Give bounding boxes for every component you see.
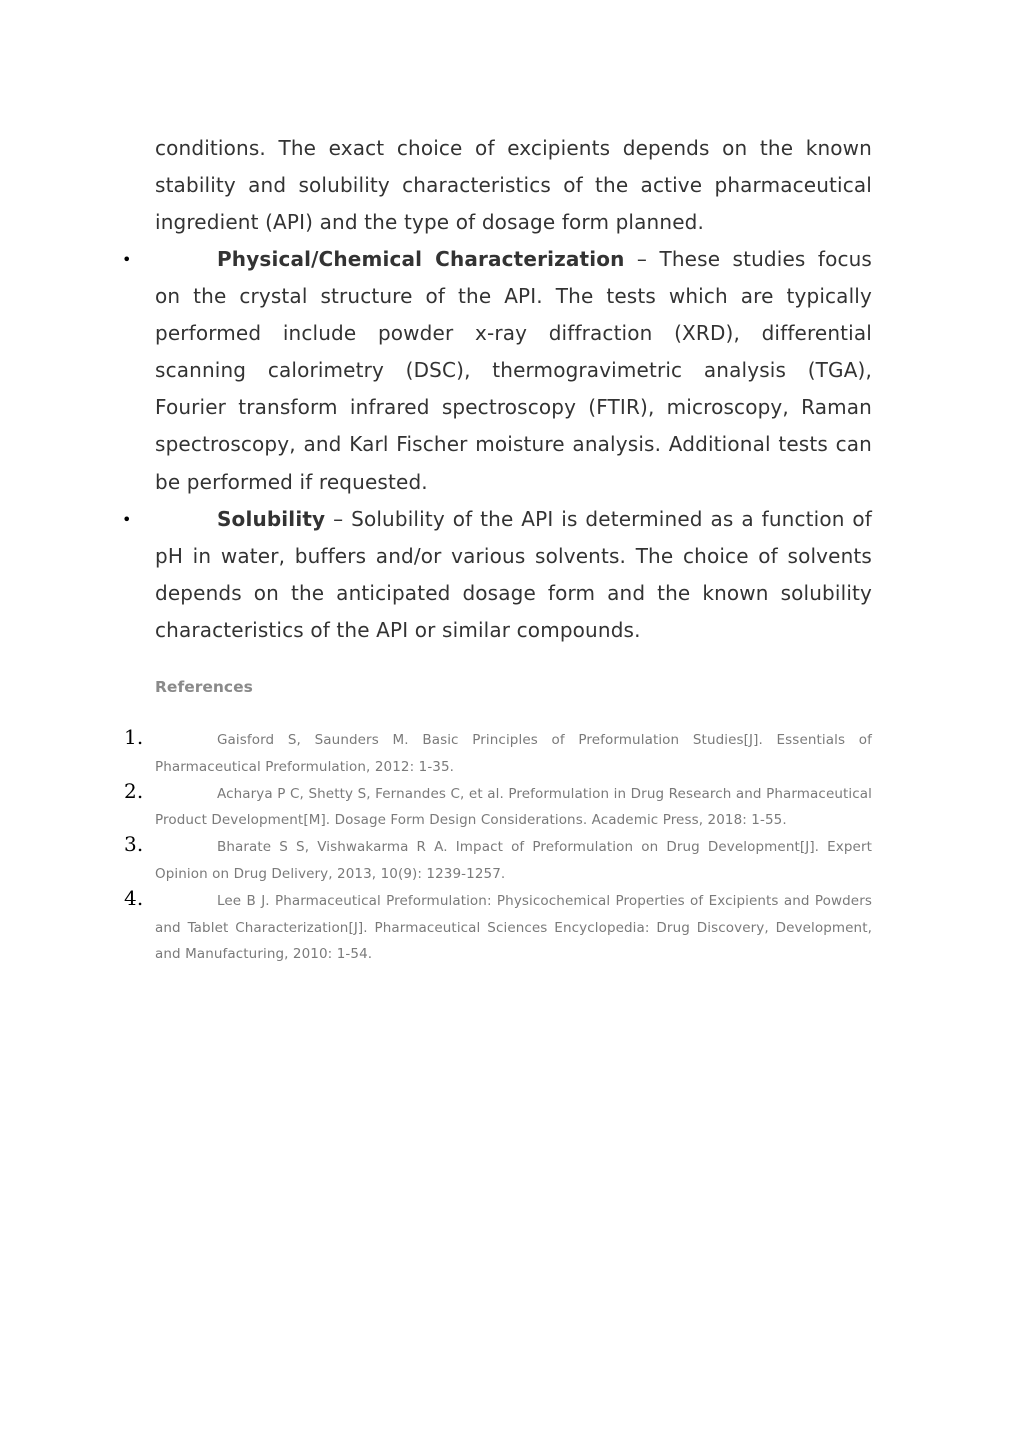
reference-item xyxy=(124,832,872,888)
references-heading: References xyxy=(155,678,253,696)
bullet-item-physical-chemical xyxy=(122,241,873,501)
reference-text: Gaisford S, Saunders M. Basic Principles of Preformulation Studies[J]. Essentials of Pharmaceutical Preformulation, 2012: 1-35. xyxy=(155,732,872,775)
bullet-marker: • xyxy=(122,250,132,269)
reference-number: 2. xyxy=(124,778,144,803)
reference-item xyxy=(124,778,872,835)
references-list xyxy=(0,727,1024,968)
reference-text: Bharate S S, Vishwakarma R A. Impact of Preformulation on Drug Development[J]. Expert Opinion on Drug Delivery, 2013, 10(9): 1239-1257. xyxy=(155,839,872,882)
bullet-term: Solubility xyxy=(217,507,326,531)
reference-number: 3. xyxy=(124,832,144,857)
reference-number: 4. xyxy=(124,885,144,910)
bullet-marker: • xyxy=(122,510,132,529)
bullet-term: Physical/Chemical Characterization xyxy=(217,247,625,271)
reference-number: 1. xyxy=(124,725,144,749)
reference-text: Lee B J. Pharmaceutical Preformulation: Physicochemical Properties of Excipients and Powders and Tablet Characterization[J]. Pharmaceutical Sciences Encyclopedia: Drug Discovery, Development, and Manufacturing, 2010: 1-54. xyxy=(155,892,872,963)
bullet-text: – Solubility of the API is determined as a function of pH in water, buffers and/or various solvents. The choice of solvents depends on the anticipated dosage form and the known solubility characteristics of the API or similar compounds. xyxy=(155,507,872,643)
reference-text: Acharya P C, Shetty S, Fernandes C, et al. Preformulation in Drug Research and Pharmaceutical Product Development[M]. Dosage Form Design Considerations. Academic Press, 2018: 1-55. xyxy=(155,785,872,829)
reference-item xyxy=(124,725,872,781)
continuation-paragraph xyxy=(155,130,872,241)
continuation-text: conditions. The exact choice of excipients depends on the known stability and solubility characteristics of the active pharmaceutical ingredient (API) and the type of dosage form planned. xyxy=(155,136,872,235)
reference-item xyxy=(124,885,872,968)
bullet-text: – These studies focus on the crystal structure of the API. The tests which are typically performed include powder x-ray diffraction (XRD), differential scanning calorimetry (DSC), thermogravimetric analysis (TGA), Fourier transform infrared spectroscopy (FTIR), microscopy, Raman spectroscopy, and Karl Fischer moisture analysis. Additional tests can be performed if requested. xyxy=(155,247,873,494)
bullet-item-solubility xyxy=(122,501,872,649)
